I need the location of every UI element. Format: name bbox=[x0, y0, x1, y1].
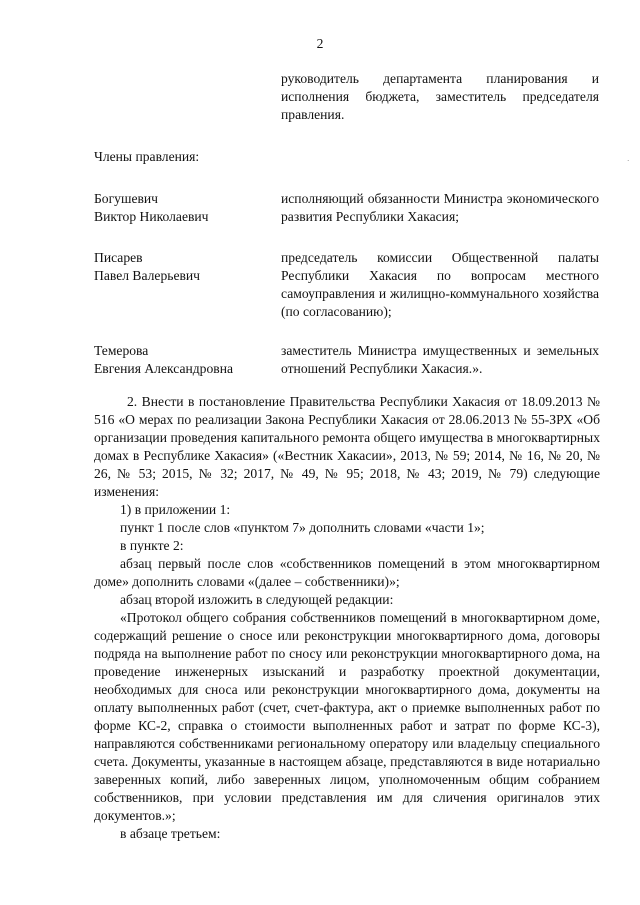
member-name bbox=[94, 249, 279, 285]
member-role: исполняющий обязанности Министра экономического развития Республики Хакасия; bbox=[281, 191, 599, 224]
member-name bbox=[94, 342, 279, 378]
member-role: заместитель Министра имущественных и земельных отношений Республики Хакасия.». bbox=[281, 343, 599, 376]
margin-mark: · bbox=[627, 157, 630, 165]
paragraph-appendix-1: 1) в приложении 1: bbox=[120, 502, 231, 517]
members-heading: Члены правления: bbox=[94, 149, 200, 164]
member-surname: Темерова bbox=[94, 343, 149, 358]
paragraph-second-abzac: абзац второй изложить в следующей редакции: bbox=[120, 592, 394, 607]
member-surname: Писарев bbox=[94, 250, 143, 265]
paragraph-item-1: пункт 1 после слов «пунктом 7» дополнить словами «части 1»; bbox=[120, 520, 485, 535]
page-number: 2 bbox=[316, 36, 324, 51]
paragraph-protocol-text: «Протокол общего собрания собственников помещений в многоквартирном доме, содержащий решение о сносе или реконструкции многоквартирного дома, договоры подряда на выполнение работ по сносу или реконструкции многоквартирного дома, на проведение инженерных изысканий и разработку проектной документации, необходимых для сноса или реконструкции многоквартирного дома, документы на оплату выполненных работ (счет, счет-фактура, акт о приемке выполненных работ по форме КС-2, справка о стоимости выполненных работ и затрат по форме КС-3), направляются собственниками региональному оператору или владельцу специального счета. Документы, указанные в настоящем абзаце, представляются в виде нотариально заверенных копий, либо заверенных лицом, уполномоченным общим собранием собственников, при условии представления им для сличения оригиналов этих документов.»; bbox=[94, 610, 600, 823]
member-name bbox=[94, 190, 279, 226]
member-given-names: Виктор Николаевич bbox=[94, 209, 209, 224]
member-given-names: Евгения Александровна bbox=[94, 361, 233, 376]
paragraph-third-abzac: в абзаце третьем: bbox=[120, 826, 221, 841]
member-role: председатель комиссии Общественной палаты Республики Хакасия по вопросам местного самоуправления и жилищно-коммунального хозяйства (по согласованию); bbox=[281, 250, 599, 319]
paragraph-amendment-intro: 2. Внести в постановление Правительства Республики Хакасия от 18.09.2013 № 516 «О мерах по реализации Закона Республики Хакасия от 28.06.2013 № 55-ЗРХ «Об организации проведения капитального ремонта общего имущества в многоквартирных домах в Республике Хакасия» («Вестник Хакасии», 2013, № 59; 2014, № 16, № 20, № 26, № 53; 2015, № 32; 2017, № 49, № 95; 2018, № 43; 2019, № 79) следующие изменения: bbox=[94, 394, 600, 499]
paragraph-item-2: в пункте 2: bbox=[120, 538, 184, 553]
paragraph-first-abzac: абзац первый после слов «собственников помещений в этом многоквартирном доме» дополнить словами «(далее – собственники)»; bbox=[94, 556, 600, 589]
member-given-names: Павел Валерьевич bbox=[94, 268, 201, 283]
top-role-text: руководитель департамента планирования и исполнения бюджета, заместитель председателя правления. bbox=[281, 71, 599, 122]
member-surname: Богушевич bbox=[94, 191, 159, 206]
document-body bbox=[94, 393, 600, 843]
